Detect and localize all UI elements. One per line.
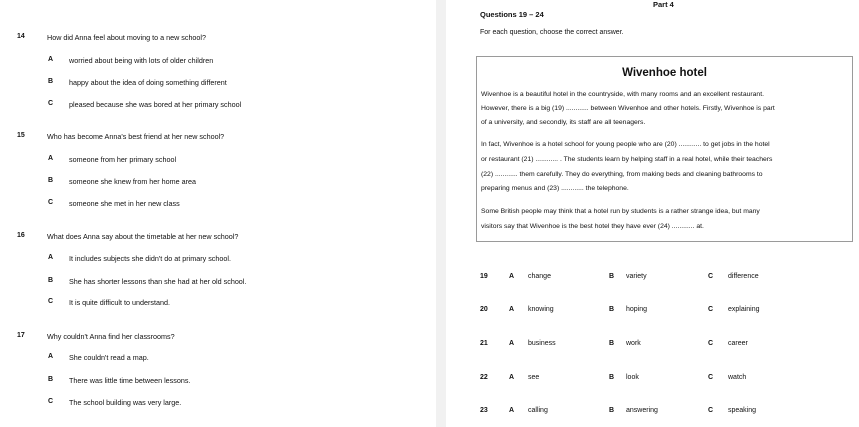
option-letter: B: [48, 376, 54, 383]
option-letter: C: [48, 100, 54, 107]
question-number: 15: [17, 132, 25, 139]
question-text: Who has become Anna's best friend at her new school?: [47, 132, 225, 141]
answer-option-b[interactable]: look: [626, 374, 639, 381]
right-page: [446, 0, 859, 427]
option-text: someone from her primary school: [69, 155, 177, 164]
option-text: worried about being with lots of older children: [69, 56, 214, 65]
option-letter-b: B: [609, 374, 615, 381]
option-text: She has shorter lessons than she had at her old school.: [69, 277, 247, 286]
text-line: preparing menus and (23) ............ the telephone.: [481, 185, 629, 192]
answer-option-a[interactable]: change: [528, 273, 551, 280]
answer-number: 22: [480, 374, 488, 381]
text-line: or restaurant (21) ............ . The students learn by helping staff in a real hotel, while their teachers: [481, 156, 773, 163]
text-line: (22) ............ them carefully. They do everything, from making beds and cleaning bathrooms to: [481, 171, 763, 178]
option-text: It is quite difficult to understand.: [69, 298, 170, 307]
answer-number: 21: [480, 340, 488, 347]
answer-option-a[interactable]: see: [528, 374, 540, 381]
option-letter-c: C: [708, 407, 714, 414]
text-line: Wivenhoe is a beautiful hotel in the countryside, with many rooms and an excellent restaurant.: [481, 91, 764, 98]
answer-option-b[interactable]: hoping: [626, 306, 648, 313]
text-line: visitors say that Wivenhoe is the best hotel they have ever (24) ............ at.: [481, 223, 704, 230]
option-letter-c: C: [708, 273, 714, 280]
option-text: The school building was very large.: [69, 398, 182, 407]
answer-option-c[interactable]: explaining: [728, 306, 760, 313]
option-letter: C: [48, 199, 54, 206]
answer-option-c[interactable]: watch: [728, 374, 747, 381]
option-letter: A: [48, 254, 54, 261]
answer-option-a[interactable]: calling: [528, 407, 548, 414]
answer-option-c[interactable]: career: [728, 340, 748, 347]
option-letter-a: A: [509, 374, 515, 381]
option-letter-c: C: [708, 340, 714, 347]
reading-text-box: [476, 56, 853, 242]
answer-option-c[interactable]: difference: [728, 273, 759, 280]
option-letter: A: [48, 155, 54, 162]
option-letter: A: [48, 353, 54, 360]
question-number: 16: [17, 232, 25, 239]
text-line: In fact, Wivenhoe is a hotel school for young people who are (20) ............ to get jobs in the hotel: [481, 141, 770, 148]
option-text: There was little time between lessons.: [69, 376, 191, 385]
answer-option-a[interactable]: knowing: [528, 306, 554, 313]
option-letter: A: [48, 56, 54, 63]
option-letter: B: [48, 177, 54, 184]
option-letter-b: B: [609, 273, 615, 280]
answer-option-b[interactable]: variety: [626, 273, 647, 280]
option-letter: C: [48, 298, 54, 305]
instruction: For each question, choose the correct answer.: [480, 29, 624, 36]
option-letter: C: [48, 398, 54, 405]
question-number: 17: [17, 332, 25, 339]
answer-option-a[interactable]: business: [528, 340, 556, 347]
option-letter-b: B: [609, 340, 615, 347]
answer-number: 23: [480, 407, 488, 414]
question-text: Why couldn't Anna find her classrooms?: [47, 332, 175, 341]
answer-number: 20: [480, 306, 488, 313]
option-text: happy about the idea of doing something different: [69, 78, 227, 87]
option-text: It includes subjects she didn't do at primary school.: [69, 254, 231, 263]
answer-number: 19: [480, 273, 488, 280]
option-text: pleased because she was bored at her primary school: [69, 100, 242, 109]
option-text: someone she met in her new class: [69, 199, 180, 208]
option-letter-a: A: [509, 340, 515, 347]
question-text: What does Anna say about the timetable at her new school?: [47, 232, 239, 241]
option-letter: B: [48, 277, 54, 284]
option-letter-a: A: [509, 306, 515, 313]
text-line: of a university, and secondly, its staff are all teenagers.: [481, 119, 646, 126]
option-letter-a: A: [509, 407, 515, 414]
option-letter: B: [48, 78, 54, 85]
option-letter-b: B: [609, 306, 615, 313]
option-letter-a: A: [509, 273, 515, 280]
answer-option-c[interactable]: speaking: [728, 407, 757, 414]
question-text: How did Anna feel about moving to a new school?: [47, 33, 207, 42]
option-letter-b: B: [609, 407, 615, 414]
option-letter-c: C: [708, 306, 714, 313]
answer-option-b[interactable]: work: [626, 340, 641, 347]
text-line: Some British people may think that a hotel run by students is a rather strange idea, but many: [481, 208, 760, 215]
answer-option-b[interactable]: answering: [626, 407, 658, 414]
option-letter-c: C: [708, 374, 714, 381]
part-title: Part 4: [653, 0, 674, 9]
box-title: Wivenhoe hotel: [622, 67, 707, 79]
section-title: Questions 19 – 24: [480, 10, 544, 19]
text-line: However, there is a big (19) ............ between Wivenhoe and other hotels. Firstly, Wivenhoe is part: [481, 105, 775, 112]
option-text: She couldn't read a map.: [69, 353, 149, 362]
option-text: someone she knew from her home area: [69, 177, 197, 186]
question-number: 14: [17, 33, 25, 40]
